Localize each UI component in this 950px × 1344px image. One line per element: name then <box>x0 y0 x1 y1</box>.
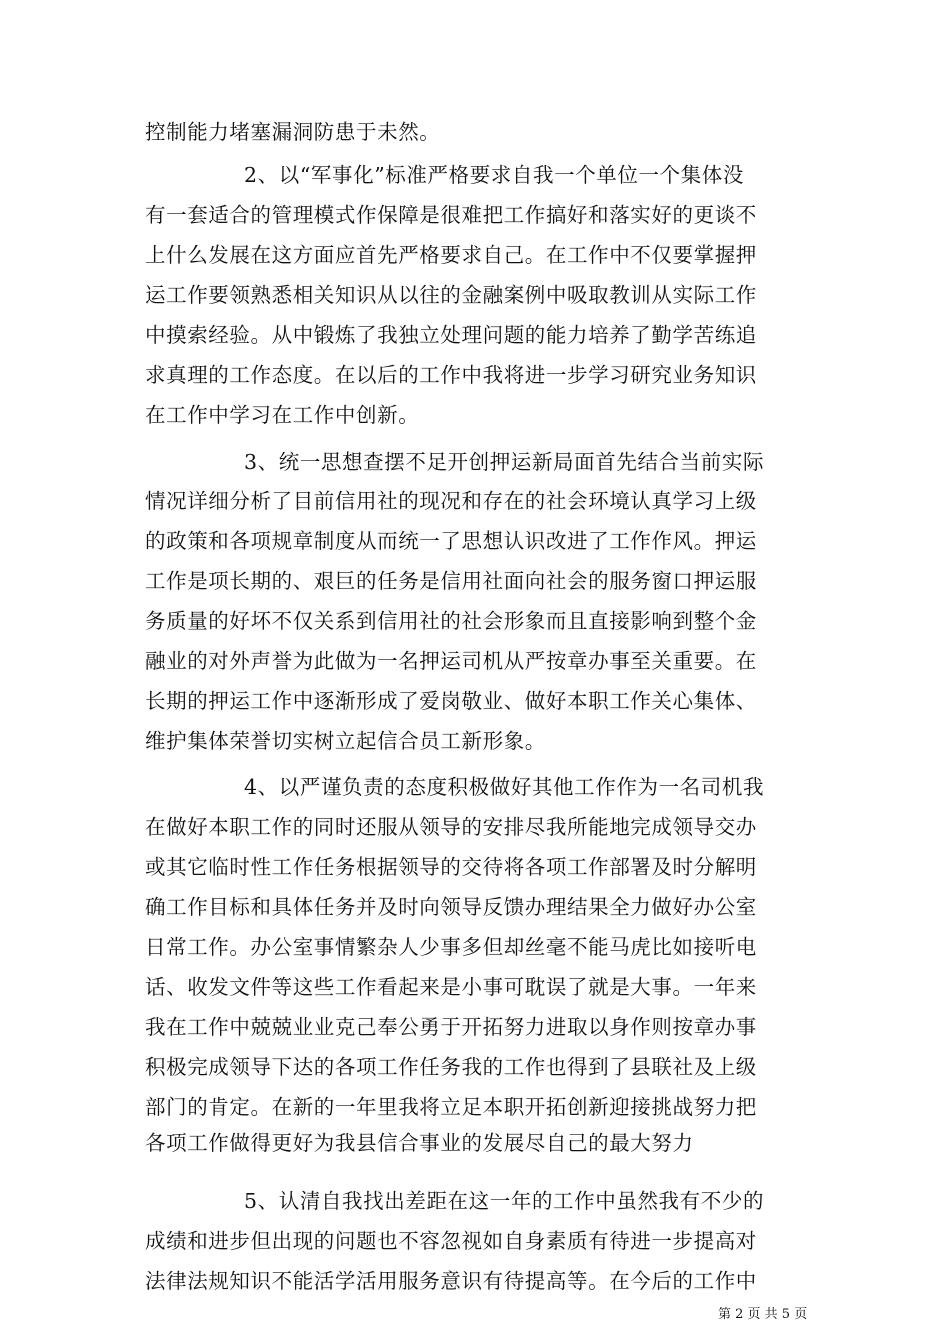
page-number-footer: 第 2 页 共 5 页 <box>718 1307 808 1322</box>
text-line: 4、以严谨负责的态度积极做好其他工作作为一名司机我 <box>244 775 765 799</box>
text-line: 控制能力堵塞漏洞防患于未然。 <box>145 120 441 144</box>
text-line: 务质量的好坏不仅关系到信用社的社会形象而且直接影响到整个金 <box>145 609 757 633</box>
text-line: 在工作中学习在工作中创新。 <box>145 403 420 427</box>
text-line: 各项工作做得更好为我县信合事业的发展尽自己的最大努力 <box>145 1131 694 1155</box>
text-line: 长期的押运工作中逐渐形成了爱岗敬业、做好本职工作关心集体、 <box>145 689 757 713</box>
text-line: 有一套适合的管理模式作保障是很难把工作搞好和落实好的更谈不 <box>145 203 757 227</box>
text-line: 话、收发文件等这些工作看起来是小事可耽误了就是大事。一年来 <box>145 975 757 999</box>
text-line: 我在工作中兢兢业业克己奉公勇于开拓努力进取以身作则按章办事 <box>145 1015 757 1039</box>
text-line: 在做好本职工作的同时还服从领导的安排尽我所能地完成领导交办 <box>145 815 757 839</box>
text-line: 或其它临时性工作任务根据领导的交待将各项工作部署及时分解明 <box>145 855 757 879</box>
text-line: 上什么发展在这方面应首先严格要求自己。在工作中不仅要掌握押 <box>145 243 757 267</box>
text-line: 2、以“军事化”标准严格要求自我一个单位一个集体没 <box>244 163 745 187</box>
text-line: 3、统一思想查摆不足开创押运新局面首先结合当前实际 <box>244 450 765 474</box>
text-line: 成绩和进步但出现的问题也不容忽视如自身素质有待进一步提高对 <box>145 1229 757 1253</box>
text-line: 工作是项长期的、艰巨的任务是信用社面向社会的服务窗口押运服 <box>145 569 757 593</box>
text-line: 法律法规知识不能活学活用服务意识有待提高等。在今后的工作中 <box>145 1269 757 1293</box>
text-line: 运工作要领熟悉相关知识从以往的金融案例中吸取教训从实际工作 <box>145 283 757 307</box>
text-line: 情况详细分析了目前信用社的现况和存在的社会环境认真学习上级 <box>145 489 757 513</box>
text-line: 5、认清自我找出差距在这一年的工作中虽然我有不少的 <box>244 1189 765 1213</box>
text-line: 积极完成领导下达的各项工作任务我的工作也得到了县联社及上级 <box>145 1055 757 1079</box>
text-line: 部门的肯定。在新的一年里我将立足本职开拓创新迎接挑战努力把 <box>145 1095 757 1119</box>
text-line: 求真理的工作态度。在以后的工作中我将进一步学习研究业务知识 <box>145 363 757 387</box>
text-line: 的政策和各项规章制度从而统一了思想认识改进了工作作风。押运 <box>145 529 757 553</box>
text-line: 日常工作。办公室事情繁杂人少事多但却丝毫不能马虎比如接听电 <box>145 935 757 959</box>
text-line: 维护集体荣誉切实树立起信合员工新形象。 <box>145 729 546 753</box>
text-line: 融业的对外声誉为此做为一名押运司机从严按章办事至关重要。在 <box>145 649 757 673</box>
text-line: 确工作目标和具体任务并及时向领导反馈办理结果全力做好办公室 <box>145 895 757 919</box>
text-line: 中摸索经验。从中锻炼了我独立处理问题的能力培养了勤学苦练追 <box>145 323 757 347</box>
